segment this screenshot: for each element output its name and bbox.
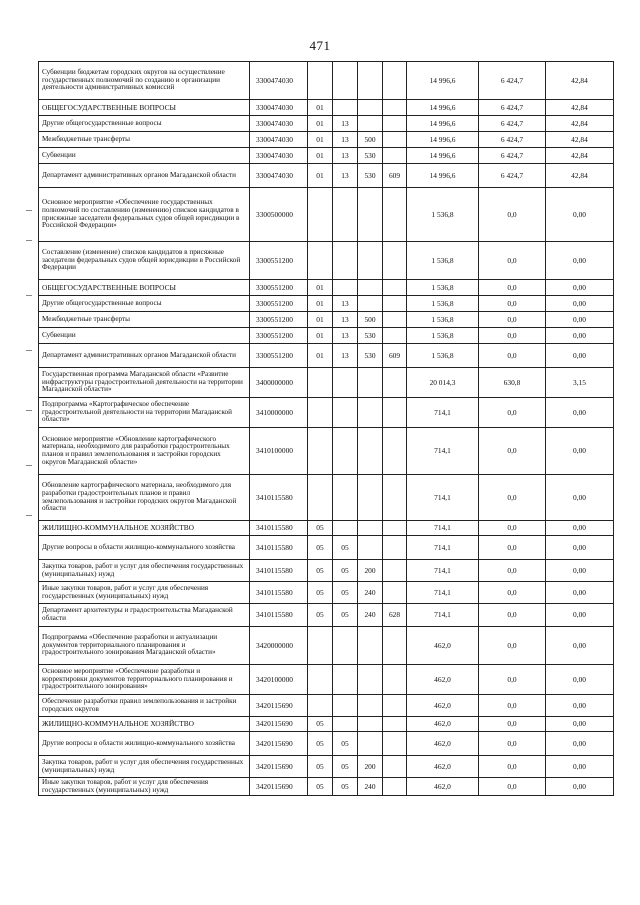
table-row	[39, 627, 614, 665]
fact-amount-cell: 0,0	[479, 717, 546, 732]
expense-type-cell	[358, 62, 383, 100]
target-article-cell: 3420115690	[250, 756, 308, 778]
expense-type-cell: 240	[358, 582, 383, 604]
subsection-cell: 13	[333, 328, 358, 344]
grbs-cell: 628	[383, 604, 407, 627]
fact-amount-cell: 0,0	[479, 312, 546, 328]
grbs-cell	[383, 521, 407, 536]
plan-amount-cell: 714,1	[407, 582, 479, 604]
section-cell: 01	[308, 312, 333, 328]
table-row	[39, 344, 614, 368]
target-article-cell: 3300551200	[250, 242, 308, 280]
fact-amount-cell: 0,0	[479, 665, 546, 695]
row-name-cell: Составление (изменение) списков кандидатов в присяжные заседатели федеральных судов общей юрисдикции в Российской Федерации	[39, 242, 250, 280]
grbs-cell	[383, 312, 407, 328]
row-name-cell: Обеспечение разработки правил землепользования и застройки городских округов	[39, 695, 250, 717]
table-row	[39, 242, 614, 280]
subsection-cell: 05	[333, 560, 358, 582]
fact-amount-cell: 6 424,7	[479, 62, 546, 100]
section-cell	[308, 242, 333, 280]
grbs-cell	[383, 280, 407, 296]
section-cell	[308, 475, 333, 521]
table-row	[39, 280, 614, 296]
percent-cell: 0,00	[546, 312, 614, 328]
plan-amount-cell: 14 996,6	[407, 132, 479, 148]
section-cell: 05	[308, 717, 333, 732]
table-row	[39, 560, 614, 582]
grbs-cell	[383, 116, 407, 132]
row-name-cell: Межбюджетные трансферты	[39, 132, 250, 148]
target-article-cell: 3410115580	[250, 560, 308, 582]
target-article-cell: 3410000000	[250, 398, 308, 428]
percent-cell: 42,84	[546, 100, 614, 116]
row-name-cell: Субвенции бюджетам городских округов на осуществление государственных полномочий по созданию и организации деятельности административных комиссий	[39, 62, 250, 100]
subsection-cell	[333, 627, 358, 665]
plan-amount-cell: 14 996,6	[407, 100, 479, 116]
expense-type-cell	[358, 717, 383, 732]
expense-type-cell	[358, 296, 383, 312]
percent-cell: 0,00	[546, 475, 614, 521]
table-row	[39, 312, 614, 328]
section-cell	[308, 368, 333, 398]
plan-amount-cell: 20 014,3	[407, 368, 479, 398]
subsection-cell: 05	[333, 756, 358, 778]
subsection-cell: 13	[333, 344, 358, 368]
subsection-cell	[333, 521, 358, 536]
table-row	[39, 732, 614, 756]
percent-cell: 42,84	[546, 132, 614, 148]
section-cell: 05	[308, 778, 333, 796]
fact-amount-cell: 0,0	[479, 398, 546, 428]
subsection-cell	[333, 428, 358, 475]
fact-amount-cell: 0,0	[479, 756, 546, 778]
percent-cell: 0,00	[546, 665, 614, 695]
table-row	[39, 521, 614, 536]
table-row	[39, 398, 614, 428]
percent-cell: 0,00	[546, 428, 614, 475]
subsection-cell: 13	[333, 296, 358, 312]
subsection-cell: 13	[333, 116, 358, 132]
target-article-cell: 3300551200	[250, 312, 308, 328]
expense-type-cell	[358, 398, 383, 428]
grbs-cell: 609	[383, 164, 407, 188]
row-name-cell: Субвенции	[39, 328, 250, 344]
plan-amount-cell: 1 536,8	[407, 296, 479, 312]
row-name-cell: Межбюджетные трансферты	[39, 312, 250, 328]
section-cell	[308, 695, 333, 717]
target-article-cell: 3420100000	[250, 665, 308, 695]
fact-amount-cell: 0,0	[479, 695, 546, 717]
section-cell: 01	[308, 344, 333, 368]
fact-amount-cell: 0,0	[479, 582, 546, 604]
row-name-cell: Другие вопросы в области жилищно-коммунального хозяйства	[39, 536, 250, 560]
fact-amount-cell: 0,0	[479, 328, 546, 344]
percent-cell: 0,00	[546, 188, 614, 242]
table-row	[39, 717, 614, 732]
table-row	[39, 778, 614, 796]
target-article-cell: 3410115580	[250, 582, 308, 604]
table-row	[39, 100, 614, 116]
fact-amount-cell: 0,0	[479, 627, 546, 665]
budget-table	[38, 61, 614, 796]
grbs-cell	[383, 62, 407, 100]
percent-cell: 0,00	[546, 296, 614, 312]
target-article-cell: 3410115580	[250, 475, 308, 521]
plan-amount-cell: 462,0	[407, 717, 479, 732]
target-article-cell: 3300551200	[250, 328, 308, 344]
percent-cell: 0,00	[546, 604, 614, 627]
fact-amount-cell: 6 424,7	[479, 148, 546, 164]
expense-type-cell	[358, 428, 383, 475]
grbs-cell	[383, 695, 407, 717]
row-name-cell: Департамент архитектуры и градостроительства Магаданской области	[39, 604, 250, 627]
section-cell	[308, 398, 333, 428]
expense-type-cell	[358, 368, 383, 398]
row-name-cell: Иные закупки товаров, работ и услуг для обеспечения государственных (муниципальных) нужд	[39, 582, 250, 604]
row-name-cell: Основное мероприятие «Обновление картографического материала, необходимого для разработки градостроительных планов и правил землепользования и застройки городских округов Магаданской области»	[39, 428, 250, 475]
expense-type-cell	[358, 665, 383, 695]
table-row	[39, 695, 614, 717]
target-article-cell: 3300500000	[250, 188, 308, 242]
plan-amount-cell: 462,0	[407, 778, 479, 796]
target-article-cell: 3420000000	[250, 627, 308, 665]
expense-type-cell: 530	[358, 344, 383, 368]
table-row	[39, 148, 614, 164]
expense-type-cell: 240	[358, 604, 383, 627]
grbs-cell	[383, 100, 407, 116]
expense-type-cell: 500	[358, 312, 383, 328]
percent-cell: 0,00	[546, 717, 614, 732]
percent-cell: 0,00	[546, 627, 614, 665]
expense-type-cell	[358, 100, 383, 116]
percent-cell: 0,00	[546, 756, 614, 778]
grbs-cell	[383, 132, 407, 148]
grbs-cell	[383, 242, 407, 280]
expense-type-cell: 530	[358, 328, 383, 344]
subsection-cell	[333, 242, 358, 280]
section-cell	[308, 627, 333, 665]
table-row	[39, 536, 614, 560]
target-article-cell: 3410115580	[250, 604, 308, 627]
percent-cell: 0,00	[546, 560, 614, 582]
percent-cell: 42,84	[546, 164, 614, 188]
target-article-cell: 3420115690	[250, 695, 308, 717]
expense-type-cell: 530	[358, 164, 383, 188]
expense-type-cell	[358, 475, 383, 521]
plan-amount-cell: 714,1	[407, 398, 479, 428]
fact-amount-cell: 0,0	[479, 604, 546, 627]
plan-amount-cell: 462,0	[407, 695, 479, 717]
expense-type-cell	[358, 280, 383, 296]
grbs-cell	[383, 717, 407, 732]
section-cell: 05	[308, 756, 333, 778]
expense-type-cell	[358, 521, 383, 536]
plan-amount-cell: 714,1	[407, 428, 479, 475]
percent-cell: 0,00	[546, 398, 614, 428]
plan-amount-cell: 462,0	[407, 732, 479, 756]
subsection-cell	[333, 695, 358, 717]
section-cell: 05	[308, 560, 333, 582]
plan-amount-cell: 14 996,6	[407, 164, 479, 188]
fact-amount-cell: 0,0	[479, 188, 546, 242]
table-body	[39, 62, 614, 796]
plan-amount-cell: 1 536,8	[407, 242, 479, 280]
expense-type-cell: 500	[358, 132, 383, 148]
grbs-cell	[383, 328, 407, 344]
row-name-cell: Другие общегосударственные вопросы	[39, 116, 250, 132]
table-row	[39, 582, 614, 604]
page-number: 471	[309, 38, 331, 53]
plan-amount-cell: 714,1	[407, 475, 479, 521]
row-name-cell: Департамент административных органов Магаданской области	[39, 164, 250, 188]
plan-amount-cell: 14 996,6	[407, 116, 479, 132]
subsection-cell: 05	[333, 582, 358, 604]
grbs-cell	[383, 582, 407, 604]
fact-amount-cell: 0,0	[479, 428, 546, 475]
margin-tick-marks	[26, 200, 34, 520]
section-cell: 05	[308, 536, 333, 560]
subsection-cell	[333, 188, 358, 242]
plan-amount-cell: 1 536,8	[407, 328, 479, 344]
percent-cell: 0,00	[546, 778, 614, 796]
section-cell	[308, 188, 333, 242]
table-row	[39, 296, 614, 312]
row-name-cell: Иные закупки товаров, работ и услуг для обеспечения государственных (муниципальных) нужд	[39, 778, 250, 796]
grbs-cell	[383, 188, 407, 242]
row-name-cell: ЖИЛИЩНО-КОММУНАЛЬНОЕ ХОЗЯЙСТВО	[39, 521, 250, 536]
percent-cell: 0,00	[546, 280, 614, 296]
section-cell	[308, 62, 333, 100]
table-row	[39, 756, 614, 778]
budget-table-container	[38, 61, 613, 796]
target-article-cell: 3300474030	[250, 62, 308, 100]
expense-type-cell: 240	[358, 778, 383, 796]
fact-amount-cell: 6 424,7	[479, 164, 546, 188]
target-article-cell: 3420115690	[250, 778, 308, 796]
row-name-cell: ОБЩЕГОСУДАРСТВЕННЫЕ ВОПРОСЫ	[39, 280, 250, 296]
section-cell: 01	[308, 116, 333, 132]
grbs-cell	[383, 536, 407, 560]
percent-cell: 0,00	[546, 344, 614, 368]
percent-cell: 0,00	[546, 328, 614, 344]
row-name-cell: Обновление картографического материала, необходимого для разработки градостроительных планов и правил землепользования и застройки городских округов Магаданской области	[39, 475, 250, 521]
section-cell: 05	[308, 582, 333, 604]
table-row	[39, 604, 614, 627]
subsection-cell: 13	[333, 312, 358, 328]
row-name-cell: Подпрограмма «Обеспечение разработки и актуализации документов территориального планирования и градостроительного зонирования Магаданской области»	[39, 627, 250, 665]
row-name-cell: Государственная программа Магаданской области «Развитие инфраструктуры градостроительной деятельности на территории Магаданской области»	[39, 368, 250, 398]
grbs-cell	[383, 398, 407, 428]
fact-amount-cell: 0,0	[479, 732, 546, 756]
table-row	[39, 328, 614, 344]
subsection-cell: 13	[333, 164, 358, 188]
plan-amount-cell: 14 996,6	[407, 148, 479, 164]
target-article-cell: 3410115580	[250, 536, 308, 560]
subsection-cell	[333, 398, 358, 428]
row-name-cell: Закупка товаров, работ и услуг для обеспечения государственных (муниципальных) нужд	[39, 560, 250, 582]
expense-type-cell	[358, 732, 383, 756]
expense-type-cell	[358, 116, 383, 132]
section-cell	[308, 428, 333, 475]
fact-amount-cell: 0,0	[479, 296, 546, 312]
fact-amount-cell: 6 424,7	[479, 100, 546, 116]
row-name-cell: Департамент административных органов Магаданской области	[39, 344, 250, 368]
table-row	[39, 475, 614, 521]
grbs-cell	[383, 732, 407, 756]
plan-amount-cell: 1 536,8	[407, 344, 479, 368]
target-article-cell: 3410115580	[250, 521, 308, 536]
target-article-cell: 3400000000	[250, 368, 308, 398]
grbs-cell	[383, 778, 407, 796]
fact-amount-cell: 0,0	[479, 242, 546, 280]
section-cell: 01	[308, 296, 333, 312]
row-name-cell: Основное мероприятие «Обеспечение государственных полномочий по составлению (изменению) списков кандидатов в присяжные заседатели федеральных судов общей юрисдикции в Российской Федерации»	[39, 188, 250, 242]
expense-type-cell	[358, 627, 383, 665]
target-article-cell: 3300551200	[250, 344, 308, 368]
grbs-cell	[383, 756, 407, 778]
table-row	[39, 428, 614, 475]
fact-amount-cell: 0,0	[479, 778, 546, 796]
target-article-cell: 3410100000	[250, 428, 308, 475]
grbs-cell	[383, 148, 407, 164]
subsection-cell	[333, 280, 358, 296]
row-name-cell: Подпрограмма «Картографическое обеспечение градостроительной деятельности на территории Магаданской области»	[39, 398, 250, 428]
expense-type-cell	[358, 242, 383, 280]
target-article-cell: 3300474030	[250, 148, 308, 164]
percent-cell: 0,00	[546, 695, 614, 717]
percent-cell: 0,00	[546, 732, 614, 756]
subsection-cell	[333, 62, 358, 100]
subsection-cell: 13	[333, 148, 358, 164]
fact-amount-cell: 0,0	[479, 560, 546, 582]
expense-type-cell	[358, 695, 383, 717]
plan-amount-cell: 1 536,8	[407, 280, 479, 296]
percent-cell: 0,00	[546, 521, 614, 536]
subsection-cell	[333, 475, 358, 521]
section-cell: 05	[308, 521, 333, 536]
grbs-cell: 609	[383, 344, 407, 368]
plan-amount-cell: 462,0	[407, 665, 479, 695]
subsection-cell	[333, 368, 358, 398]
target-article-cell: 3300474030	[250, 164, 308, 188]
section-cell: 01	[308, 164, 333, 188]
fact-amount-cell: 0,0	[479, 475, 546, 521]
expense-type-cell: 200	[358, 560, 383, 582]
percent-cell: 0,00	[546, 536, 614, 560]
plan-amount-cell: 714,1	[407, 604, 479, 627]
row-name-cell: Закупка товаров, работ и услуг для обеспечения государственных (муниципальных) нужд	[39, 756, 250, 778]
section-cell: 05	[308, 732, 333, 756]
percent-cell: 42,84	[546, 62, 614, 100]
plan-amount-cell: 14 996,6	[407, 62, 479, 100]
subsection-cell: 05	[333, 778, 358, 796]
grbs-cell	[383, 475, 407, 521]
section-cell	[308, 665, 333, 695]
target-article-cell: 3300474030	[250, 116, 308, 132]
plan-amount-cell: 714,1	[407, 560, 479, 582]
subsection-cell: 05	[333, 536, 358, 560]
table-row	[39, 132, 614, 148]
subsection-cell: 05	[333, 732, 358, 756]
plan-amount-cell: 1 536,8	[407, 312, 479, 328]
percent-cell: 3,15	[546, 368, 614, 398]
section-cell: 01	[308, 148, 333, 164]
section-cell: 05	[308, 604, 333, 627]
row-name-cell: Субвенции	[39, 148, 250, 164]
section-cell: 01	[308, 328, 333, 344]
percent-cell: 42,84	[546, 148, 614, 164]
plan-amount-cell: 714,1	[407, 536, 479, 560]
plan-amount-cell: 462,0	[407, 756, 479, 778]
section-cell: 01	[308, 280, 333, 296]
plan-amount-cell: 1 536,8	[407, 188, 479, 242]
target-article-cell: 3420115690	[250, 717, 308, 732]
table-row	[39, 62, 614, 100]
row-name-cell: Основное мероприятие «Обеспечение разработки и корректировки документов территориального планирования и градостроительного зонирования»	[39, 665, 250, 695]
grbs-cell	[383, 296, 407, 312]
table-row	[39, 164, 614, 188]
subsection-cell	[333, 665, 358, 695]
fact-amount-cell: 6 424,7	[479, 132, 546, 148]
table-row	[39, 116, 614, 132]
expense-type-cell: 200	[358, 756, 383, 778]
subsection-cell: 13	[333, 132, 358, 148]
fact-amount-cell: 0,0	[479, 521, 546, 536]
grbs-cell	[383, 368, 407, 398]
fact-amount-cell: 630,8	[479, 368, 546, 398]
table-row	[39, 665, 614, 695]
grbs-cell	[383, 560, 407, 582]
percent-cell: 0,00	[546, 242, 614, 280]
subsection-cell: 05	[333, 604, 358, 627]
row-name-cell: Другие вопросы в области жилищно-коммунального хозяйства	[39, 732, 250, 756]
fact-amount-cell: 0,0	[479, 280, 546, 296]
percent-cell: 42,84	[546, 116, 614, 132]
expense-type-cell: 530	[358, 148, 383, 164]
target-article-cell: 3300551200	[250, 280, 308, 296]
fact-amount-cell: 0,0	[479, 536, 546, 560]
expense-type-cell	[358, 536, 383, 560]
target-article-cell: 3300551200	[250, 296, 308, 312]
grbs-cell	[383, 665, 407, 695]
expense-type-cell	[358, 188, 383, 242]
grbs-cell	[383, 627, 407, 665]
row-name-cell: Другие общегосударственные вопросы	[39, 296, 250, 312]
row-name-cell: ОБЩЕГОСУДАРСТВЕННЫЕ ВОПРОСЫ	[39, 100, 250, 116]
subsection-cell	[333, 100, 358, 116]
section-cell: 01	[308, 100, 333, 116]
fact-amount-cell: 0,0	[479, 344, 546, 368]
target-article-cell: 3300474030	[250, 100, 308, 116]
subsection-cell	[333, 717, 358, 732]
section-cell: 01	[308, 132, 333, 148]
fact-amount-cell: 6 424,7	[479, 116, 546, 132]
target-article-cell: 3300474030	[250, 132, 308, 148]
percent-cell: 0,00	[546, 582, 614, 604]
plan-amount-cell: 714,1	[407, 521, 479, 536]
plan-amount-cell: 462,0	[407, 627, 479, 665]
grbs-cell	[383, 428, 407, 475]
row-name-cell: ЖИЛИЩНО-КОММУНАЛЬНОЕ ХОЗЯЙСТВО	[39, 717, 250, 732]
table-row	[39, 188, 614, 242]
table-row	[39, 368, 614, 398]
target-article-cell: 3420115690	[250, 732, 308, 756]
